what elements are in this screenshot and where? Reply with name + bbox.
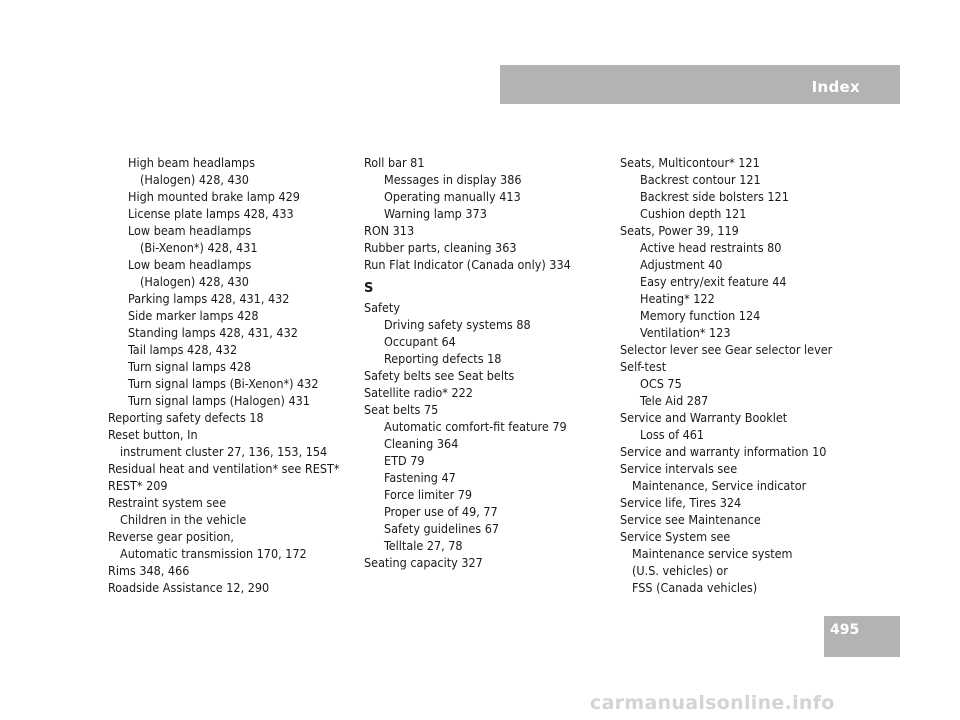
page-number: 495 bbox=[830, 622, 860, 638]
index-entry: Backrest contour 121 bbox=[640, 172, 761, 187]
index-entry: Service System see bbox=[620, 529, 731, 544]
index-entry: Active head restraints 80 bbox=[640, 240, 782, 255]
index-entry: REST* 209 bbox=[108, 478, 168, 493]
index-entry: Cushion depth 121 bbox=[640, 206, 747, 221]
index-entry: Standing lamps 428, 431, 432 bbox=[128, 325, 298, 340]
index-entry: Seat belts 75 bbox=[364, 402, 439, 417]
index-entry: Turn signal lamps (Halogen) 431 bbox=[128, 393, 310, 408]
index-entry: High mounted brake lamp 429 bbox=[128, 189, 300, 204]
index-entry: Maintenance, Service indicator bbox=[632, 478, 807, 493]
index-entry: FSS (Canada vehicles) bbox=[632, 580, 758, 595]
index-entry: Occupant 64 bbox=[384, 334, 456, 349]
index-entry: Residual heat and ventilation* see REST* bbox=[108, 461, 340, 476]
index-entry: High beam headlamps bbox=[128, 155, 255, 170]
index-entry: Satellite radio* 222 bbox=[364, 385, 473, 400]
index-entry: Low beam headlamps bbox=[128, 223, 252, 238]
index-entry: Easy entry/exit feature 44 bbox=[640, 274, 787, 289]
index-entry: Operating manually 413 bbox=[384, 189, 521, 204]
index-entry: Service and warranty information 10 bbox=[620, 444, 827, 459]
index-entry: Safety bbox=[364, 300, 400, 315]
index-entry: Selector lever see Gear selector lever bbox=[620, 342, 833, 357]
section-letter: S bbox=[364, 281, 374, 296]
index-column-3 bbox=[620, 154, 870, 596]
index-entry: Fastening 47 bbox=[384, 470, 456, 485]
index-entry: Messages in display 386 bbox=[384, 172, 522, 187]
page-number-box bbox=[824, 616, 900, 657]
index-entry: Heating* 122 bbox=[640, 291, 715, 306]
index-entry: Warning lamp 373 bbox=[384, 206, 487, 221]
index-entry: RON 313 bbox=[364, 223, 415, 238]
index-entry: Backrest side bolsters 121 bbox=[640, 189, 789, 204]
watermark: carmanualsonline.info bbox=[590, 692, 835, 714]
index-entry: Driving safety systems 88 bbox=[384, 317, 531, 332]
index-entry: License plate lamps 428, 433 bbox=[128, 206, 294, 221]
index-entry: Seating capacity 327 bbox=[364, 555, 483, 570]
index-entry: Adjustment 40 bbox=[640, 257, 723, 272]
index-entry: Service see Maintenance bbox=[620, 512, 761, 527]
index-entry: Turn signal lamps (Bi-Xenon*) 432 bbox=[128, 376, 319, 391]
index-entry: Reporting defects 18 bbox=[384, 351, 502, 366]
index-entry: (Halogen) 428, 430 bbox=[140, 274, 249, 289]
index-entry: Telltale 27, 78 bbox=[384, 538, 463, 553]
index-entry: Parking lamps 428, 431, 432 bbox=[128, 291, 290, 306]
index-entry: (U.S. vehicles) or bbox=[632, 563, 728, 578]
index-entry: Service intervals see bbox=[620, 461, 738, 476]
index-entry: Cleaning 364 bbox=[384, 436, 459, 451]
index-entry: Roadside Assistance 12, 290 bbox=[108, 580, 270, 595]
index-entry: Turn signal lamps 428 bbox=[128, 359, 252, 374]
index-entry: (Bi-Xenon*) 428, 431 bbox=[140, 240, 258, 255]
index-entry: Maintenance service system bbox=[632, 546, 793, 561]
index-entry: Restraint system see bbox=[108, 495, 227, 510]
index-entry: instrument cluster 27, 136, 153, 154 bbox=[120, 444, 328, 459]
index-entry: Reporting safety defects 18 bbox=[108, 410, 264, 425]
page-title: Index bbox=[811, 78, 860, 96]
index-entry: Self-test bbox=[620, 359, 667, 374]
index-entry: OCS 75 bbox=[640, 376, 682, 391]
index-entry: Loss of 461 bbox=[640, 427, 705, 442]
index-entry: (Halogen) 428, 430 bbox=[140, 172, 249, 187]
index-entry: Automatic comfort-fit feature 79 bbox=[384, 419, 567, 434]
index-entry: Rubber parts, cleaning 363 bbox=[364, 240, 517, 255]
index-entry: Tail lamps 428, 432 bbox=[128, 342, 238, 357]
index-entry: Automatic transmission 170, 172 bbox=[120, 546, 307, 561]
index-entry: Safety belts see Seat belts bbox=[364, 368, 515, 383]
index-entry: Side marker lamps 428 bbox=[128, 308, 259, 323]
index-column-1 bbox=[108, 154, 358, 596]
index-entry: Service and Warranty Booklet bbox=[620, 410, 788, 425]
index-entry: Run Flat Indicator (Canada only) 334 bbox=[364, 257, 571, 272]
index-entry: ETD 79 bbox=[384, 453, 425, 468]
index-entry: Low beam headlamps bbox=[128, 257, 252, 272]
index-entry: Force limiter 79 bbox=[384, 487, 473, 502]
index-entry: Ventilation* 123 bbox=[640, 325, 731, 340]
index-entry: Rims 348, 466 bbox=[108, 563, 190, 578]
index-column-2 bbox=[364, 154, 614, 571]
index-entry: Reset button, In bbox=[108, 427, 198, 442]
index-entry: Seats, Power 39, 119 bbox=[620, 223, 739, 238]
index-entry: Proper use of 49, 77 bbox=[384, 504, 498, 519]
index-entry: Reverse gear position, bbox=[108, 529, 234, 544]
header-band bbox=[500, 65, 900, 104]
index-entry: Tele Aid 287 bbox=[640, 393, 709, 408]
index-entry: Service life, Tires 324 bbox=[620, 495, 742, 510]
index-entry: Children in the vehicle bbox=[120, 512, 247, 527]
index-entry: Roll bar 81 bbox=[364, 155, 425, 170]
index-entry: Memory function 124 bbox=[640, 308, 761, 323]
index-entry: Seats, Multicontour* 121 bbox=[620, 155, 760, 170]
index-entry: Safety guidelines 67 bbox=[384, 521, 500, 536]
